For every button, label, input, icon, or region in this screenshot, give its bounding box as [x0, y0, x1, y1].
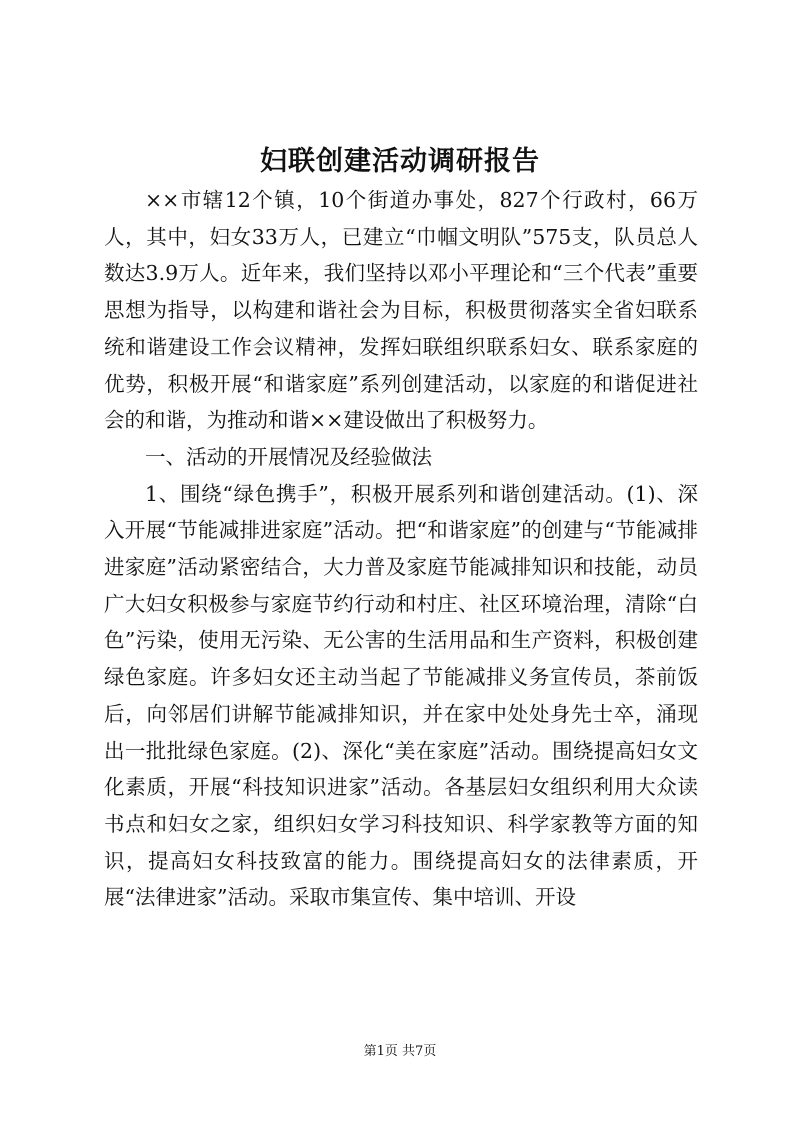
paragraph-section-1: 1、围绕“绿色携手”，积极开展系列和谐创建活动。(1)、深入开展“节能减排进家庭”活动。把“和谐家庭”的创建与“节能减排进家庭”活动紧密结合，大力普及家庭节能减排知识和技能，动员广大妇女积极参与家庭节约行动和村庄、社区环境治理，清除“白色”污染，使用无污染、无公害的生活用品和生产资料，积极创建绿色家庭。许多妇女还主动当起了节能减排义务宣传员，茶前饭后，向邻居们讲解节能减排知识，并在家中处处身先士卒，涌现出一批批绿色家庭。(2)、深化“美在家庭”活动。围绕提高妇女文化素质，开展“科技知识进家”活动。各基层妇女组织利用大众读书点和妇女之家，组织妇女学习科技知识、科学家教等方面的知识，提高妇女科技致富的能力。围绕提高妇女的法律素质，开展“法律进家”活动。采取市集宣传、集中培训、开设: [104, 481, 698, 910]
document-body: [104, 182, 698, 916]
page-footer: [0, 1042, 800, 1062]
page-number-label: 第1页 共7页: [363, 1044, 437, 1059]
section-heading: 一、活动的开展情况及经验做法: [145, 444, 432, 469]
paragraph-intro: ××市辖12个镇，10个街道办事处，827个行政村，66万人，其中，妇女33万人，已建立“巾帼文明队”575支，队员总人数达3.9万人。近年来，我们坚持以邓小平理论和“三个代表”重要思想为指导，以构建和谐社会为目标，积极贯彻落实全省妇联系统和谐建设工作会议精神，发挥妇联组织联系妇女、联系家庭的优势，积极开展“和谐家庭”系列创建活动，以家庭的和谐促进社会的和谐，为推动和谐××建设做出了积极努力。: [104, 188, 698, 433]
document-title: 妇联创建活动调研报告: [260, 146, 540, 177]
